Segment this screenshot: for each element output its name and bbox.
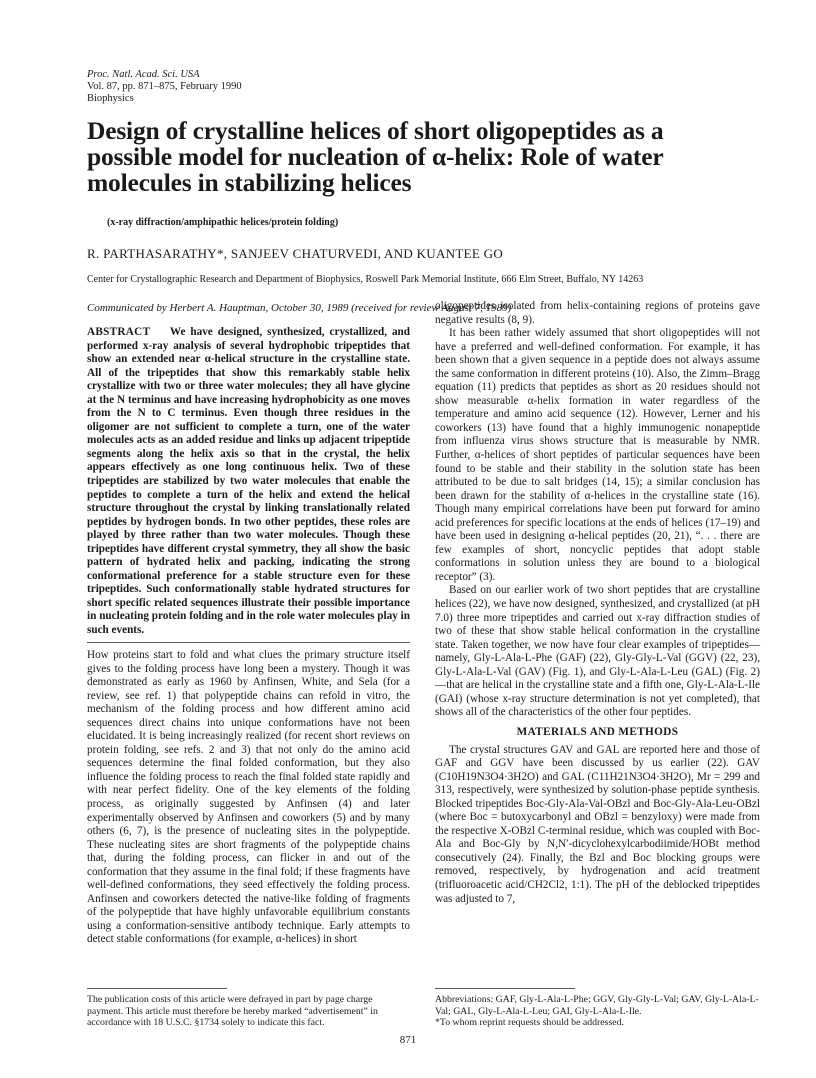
right-paragraph: Based on our earlier work of two short peptides that are crystalline helices (22), we have now designed, synthesized, and crystallized (at pH 7.0) three more tripeptides and carried out x-ray diffraction studies of two of these that show stable helical conformation in the crystalline state. Taken together, we now have four clear examples of tripeptides—namely, Gly-L-Ala-L-Phe (GAF) (22), Gly-Gly-L-Val (GGV) (22, 23), Gly-L-Ala-L-Val (GAV) (Fig. 1), and Gly-L-Ala-L-Leu (GAL) (Fig. 2)—that are helical in the crystalline state and a fifth one, Gly-L-Ala-L-Ile (GAI) (whose x-ray structure determination is not yet completed), that shows all of the characteristics of the other four peptides. xyxy=(435,584,760,719)
abbreviations-footnote xyxy=(435,994,760,1029)
body-left-column: How proteins start to fold and what clues the primary structure itself gives to the folding process have long been a mystery. Though it was demonstrated as early as 1960 by Anfinsen, White, and Sela (for a review, see ref. 1) that polypeptide chains can refold in vitro, the mechanism of the folding process and how different amino acid sequences direct chains into unique conformations have not been elucidated. It is being increasingly realized (for recent short reviews on protein folding, see refs. 2 and 3) that not only do the amino acid sequences determine the final folded conformation, but they also influence the folding process to reach the final folded state rapidly and with near perfect fidelity. One of the key elements of the folding process, as originally suggested by Anfinsen (4) and later experimentally observed by Anfinsen and coworkers (5) and by many others (6, 7), is the presence of nucleating sites in the polypeptide. These nucleating sites are short fragments of the polypeptide chains that, during the folding process, can flicker in and out of the conformation that they assume in the final fold; if these fragments have well-defined conformations, they seed effectively the folding process. Anfinsen and coworkers detected the native-like folding of fragments of the polypeptide that have highly unfavorable equilibrium constants using a conformation-sensitive antibody technique. Early attempts to detect stable conformations (for example, α-helices) in short xyxy=(87,649,410,946)
abstract-label: ABSTRACT xyxy=(87,326,151,338)
correspondence-note: *To whom reprint requests should be addressed. xyxy=(435,1017,624,1028)
affiliation: Center for Crystallographic Research and Department of Biophysics, Roswell Park Memorial Institute, 666 Elm Street, Buffalo, NY 14263 xyxy=(87,274,644,285)
communicated-by: Communicated by Herbert A. Hauptman, October 30, 1989 (received for review August 7, 1989) xyxy=(87,302,512,314)
authors: R. PARTHASARATHY*, SANJEEV CHATURVEDI, AND KUANTEE GO xyxy=(87,246,504,261)
footnote-rule-right xyxy=(435,988,575,989)
page-number: 871 xyxy=(399,1034,417,1046)
article-title: Design of crystalline helices of short oligopeptides as a possible model for nucleation of α-helix: Role of water molecules in stabilizing helices xyxy=(87,116,664,197)
abstract-text: We have designed, synthesized, crystallized, and performed x-ray analysis of several hydrophobic tripeptides that show an extended near α-helical structure in the crystalline state. All of the tripeptides that show this remarkably stable helix crystallize with two or three water molecules; they all have glycine at the N terminus and have increasing hydrophobicity as one moves from the N to C terminus. Even though three residues in the oligomer are not sufficient to complete a turn, one of the water molecules acts as an added residue and links up adjacent tripeptide segments along the helix axis so that in the crystal, the helix appears effectively as one long continuous helix. Two of these tripeptides are stabilized by two water molecules that enable the peptides to complete a turn of the helix and extend the helical structure throughout the crystal by linking translationally related peptides by hydrogen bonds. In two other peptides, these roles are played by three rather than two water molecules. Though these tripeptides have different crystal symmetry, they all show the basic pattern of hydrated helix and packing, indicating the strong conformational preference for a stable structure even for these tripeptides. Such conformationally stable hydrated structures for short specific related sequences illustrate their possible importance in nucleating protein folding and in the role water molecules play in such events. xyxy=(87,326,410,637)
footnote-rule-left xyxy=(87,988,227,989)
keywords: (x-ray diffraction/amphipathic helices/protein folding) xyxy=(107,217,339,228)
abstract-divider xyxy=(87,642,410,643)
right-paragraph: It has been rather widely assumed that short oligopeptides will not have a preferred and well-defined conformation. For example, it has been shown that a given sequence in a peptide does not always assume the same conformation in different proteins (10). Also, the Zimm–Bragg equation (11) predicts that peptides as short as 20 residues should not show measurable α-helix formation in water regardless of the temperature and amino acid sequence (12). However, Lerner and his coworkers (13) have found that a highly immunogenic nonapeptide from influenza virus shows structure that is measurable by NMR. Further, α-helices of short peptides of particular sequences have been found to be stable and their stability in the solution state has been attributed to be due to salt bridges (14, 15); a similar conclusion has been drawn for the stability of α-helices in the crystalline state (16). Though many empirical correlations have been put forward for amino acid preferences for specific locations at the ends of helices (17–19) and have been used in designing α-helical peptides (20, 21), “. . . there are few examples of short, noncyclic peptides that adopt stable conformations in solution unless they are bound to a biological receptor” (3). xyxy=(435,327,760,583)
publication-cost-footnote: The publication costs of this article were defrayed in part by page charge payment. This article must therefore be hereby marked “advertisement” in accordance with 18 U.S.C. §1734 solely to indicate this fact. xyxy=(87,994,378,1028)
journal-name: Proc. Natl. Acad. Sci. USA xyxy=(87,69,200,80)
abbreviations: Abbreviations: GAF, Gly-L-Ala-L-Phe; GGV, Gly-Gly-L-Val; GAV, Gly-L-Ala-L-Val; GAL, Gly-L-Ala-L-Leu; GAI, Gly-L-Ala-L-Ile. xyxy=(435,994,759,1017)
body-right-column xyxy=(435,300,760,906)
abstract xyxy=(87,326,410,638)
methods-paragraph: The crystal structures GAV and GAL are reported here and those of GAF and GGV have been discussed by us earlier (22). GAV (C10H19N3O4·3H2O) and GAL (C11H21N3O4·3H2O), Mr = 299 and 313, respectively, were synthesized by solution-phase peptide synthesis. Blocked tripeptides Boc-Gly-Ala-Val-OBzl and Boc-Gly-Ala-Leu-OBzl (where Boc = butoxycarbonyl and OBzl = benzyloxy) were made from the respective X-OBzl C-terminal residue, which was coupled with Boc-Ala and Boc-Gly by N,N′-dicyclohexylcarbodiimide/HOBt method consecutively (24). Finally, the Bzl and Boc blocking groups were removed, respectively, by hydrogenation and acid treatment (trifluoroacetic acid/CH2Cl2, 1:1). The pH of the deblocked tripeptides was adjusted to 7, xyxy=(435,743,760,905)
section-heading-methods: MATERIALS AND METHODS xyxy=(516,725,679,738)
right-paragraph: oligopeptides isolated from helix-containing regions of proteins gave negative results (8, 9). xyxy=(435,300,760,326)
journal-header xyxy=(87,69,242,105)
journal-volume: Vol. 87, pp. 871–875, February 1990 xyxy=(87,81,242,92)
journal-section: Biophysics xyxy=(87,93,134,104)
